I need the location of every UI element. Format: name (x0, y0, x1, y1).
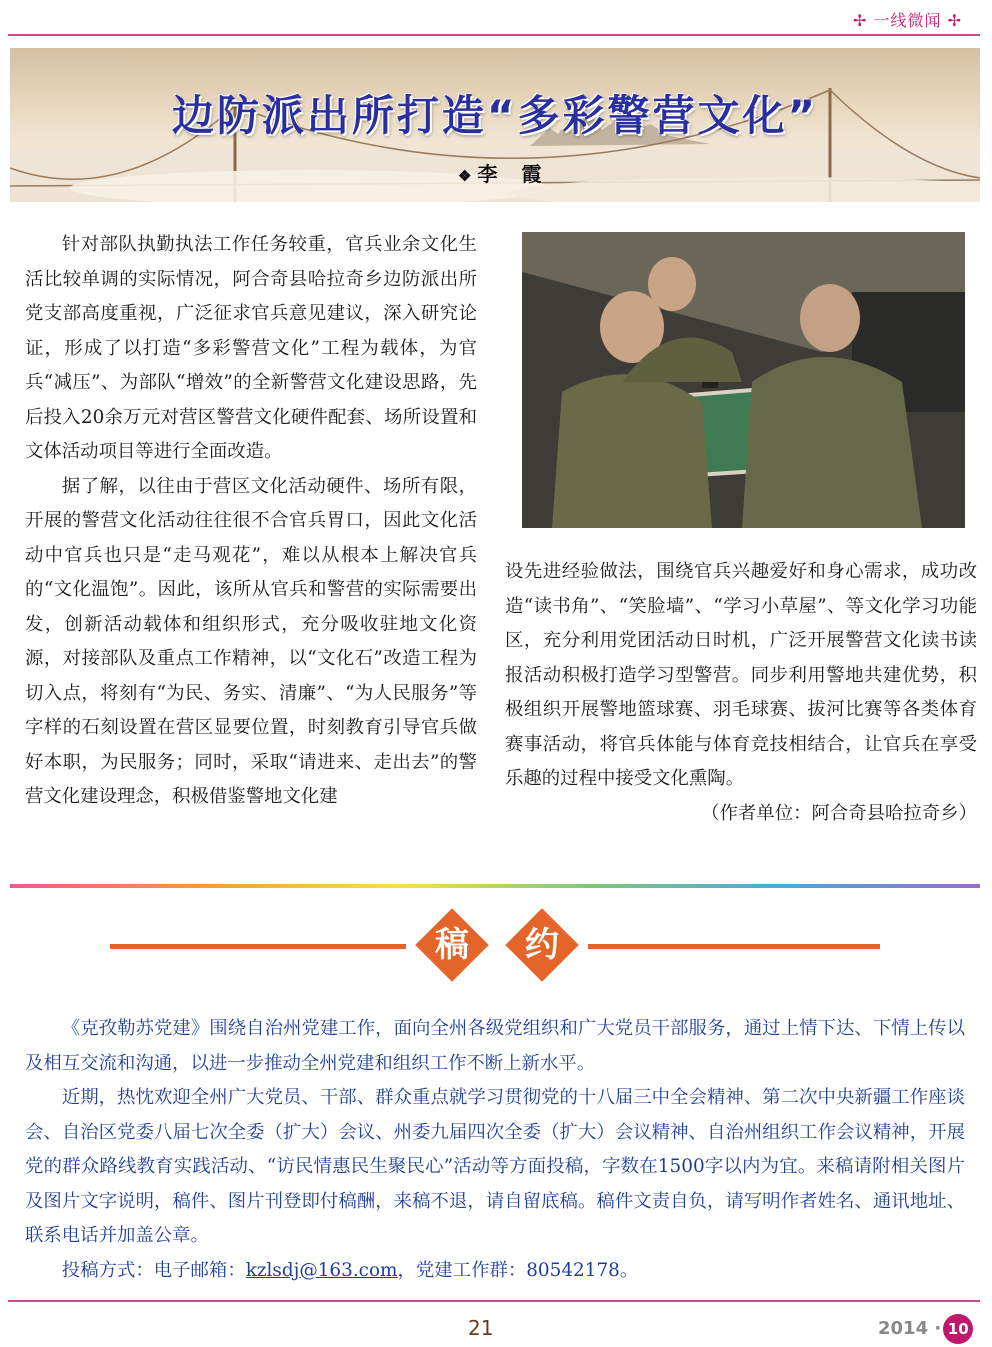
section-tag: ✢ 一线微闻 ✢ (853, 11, 962, 30)
byline (458, 158, 543, 187)
gaoyue-char-2: 约 (525, 925, 559, 965)
contact-suffix: ，党建工作群：80542178。 (397, 1259, 639, 1281)
contact-line (25, 1254, 965, 1289)
notice-paragraph: 近期，热忱欢迎全州广大党员、干部、群众重点就学习贯彻党的十八届三中全会精神、第二次中央新疆工作座谈会、自治区党委八届七次全委（扩大）会议、州委九届四次全委（扩大）会议精神、自治州组织工作会议精神，开展党的群众路线教育实践活动、“访民情惠民生聚民心”活动等方面投稿，字数在1500字以内为宜。来稿请附相关图片及图片文字说明，稿件、图片刊登即付稿酬，来稿不退，请自留底稿。稿件文责自负，请写明作者姓名、通讯地址、联系电话并加盖公章。 (25, 1087, 965, 1246)
diamond-bullet-icon: ❖ (458, 167, 474, 185)
contact-prefix: 投稿方式：电子邮箱： (61, 1259, 246, 1281)
notice-paragraph: 《克孜勒苏党建》围绕自治州党建工作，面向全州各级党组织和广大党员干部服务，通过上情下达、下情上传以及相互交流和沟通，以进一步推动全州党建和组织工作不断上新水平。 (25, 1018, 965, 1074)
bottom-divider (8, 1300, 980, 1302)
article-paragraph: 针对部队执勤执法工作任务较重，官兵业余文化生活比较单调的实际情况，阿合奇县哈拉奇乡边防派出所党支部高度重视，广泛征求官兵意见建议，深入研究论证，形成了以打造“多彩警营文化”工程为载体，为官兵“减压”、为部队“增效”的全新警营文化建设思路，先后投入20余万元对营区警营文化硬件配套、场所设置和文体活动项目等进行全面改造。 (25, 234, 477, 462)
issue-year: 2014 · (878, 1318, 942, 1339)
email-link[interactable]: kzlsdj@163.com (245, 1259, 398, 1281)
issue-number-badge: 10 (943, 1314, 973, 1344)
article-paragraph: 据了解，以往由于营区文化活动硬件、场所有限，开展的警营文化活动往往很不合官兵胃口，因此文化活动中官兵也只是“走马观花”，难以从根本上解决官兵的“文化温饱”。因此，该所从官兵和警营的实际需要出发，创新活动载体和组织形式，充分吸收驻地文化资源，对接部队及重点工作精神，以“文化石”改造工程为切入点，将刻有“为民、务实、清廉”、“为人民服务”等字样的石刻设置在营区显要位置，时刻教育引导官兵做好本职，为民服务；同时，采取“请进来、走出去”的警营文化建设理念，积极借鉴警地文化建 (25, 475, 477, 807)
rainbow-divider (10, 884, 980, 888)
article-photo (522, 232, 965, 528)
gaoyue-left-line (110, 944, 406, 949)
page-number: 21 (468, 1316, 494, 1340)
issue-info (878, 1314, 973, 1344)
article-paragraph: 设先进经验做法，围绕官兵兴趣爱好和身心需求，成功改造“读书角”、“笑脸墙”、“学习小草屋”、等文化学习功能区，充分利用党团活动日时机，广泛开展警营文化读书读报活动积极打造学习型警营。同步利用警地共建优势，积极组织开展警地篮球赛、羽毛球赛、拔河比赛等各类体育赛事活动，将官兵体能与体育竞技相结合，让官兵在享受乐趣的过程中接受文化熏陶。 (505, 561, 977, 789)
gaoyue-right-line (588, 944, 880, 949)
article-right-column (505, 555, 977, 831)
gaoyue-diamond-1 (418, 911, 486, 979)
author-name: 李 霞 (477, 162, 544, 186)
author-unit: （作者单位：阿合奇县哈拉奇乡） (701, 802, 977, 824)
officers-playing-chess-photo (522, 232, 965, 528)
top-divider (8, 34, 980, 36)
call-for-papers (25, 1012, 965, 1288)
gaoyue-char-1: 稿 (435, 925, 469, 965)
article-title: 边防派出所打造“多彩警营文化” (171, 91, 819, 140)
title-banner (10, 48, 980, 202)
article-left-column (25, 228, 477, 815)
gaoyue-diamond-2 (508, 911, 576, 979)
